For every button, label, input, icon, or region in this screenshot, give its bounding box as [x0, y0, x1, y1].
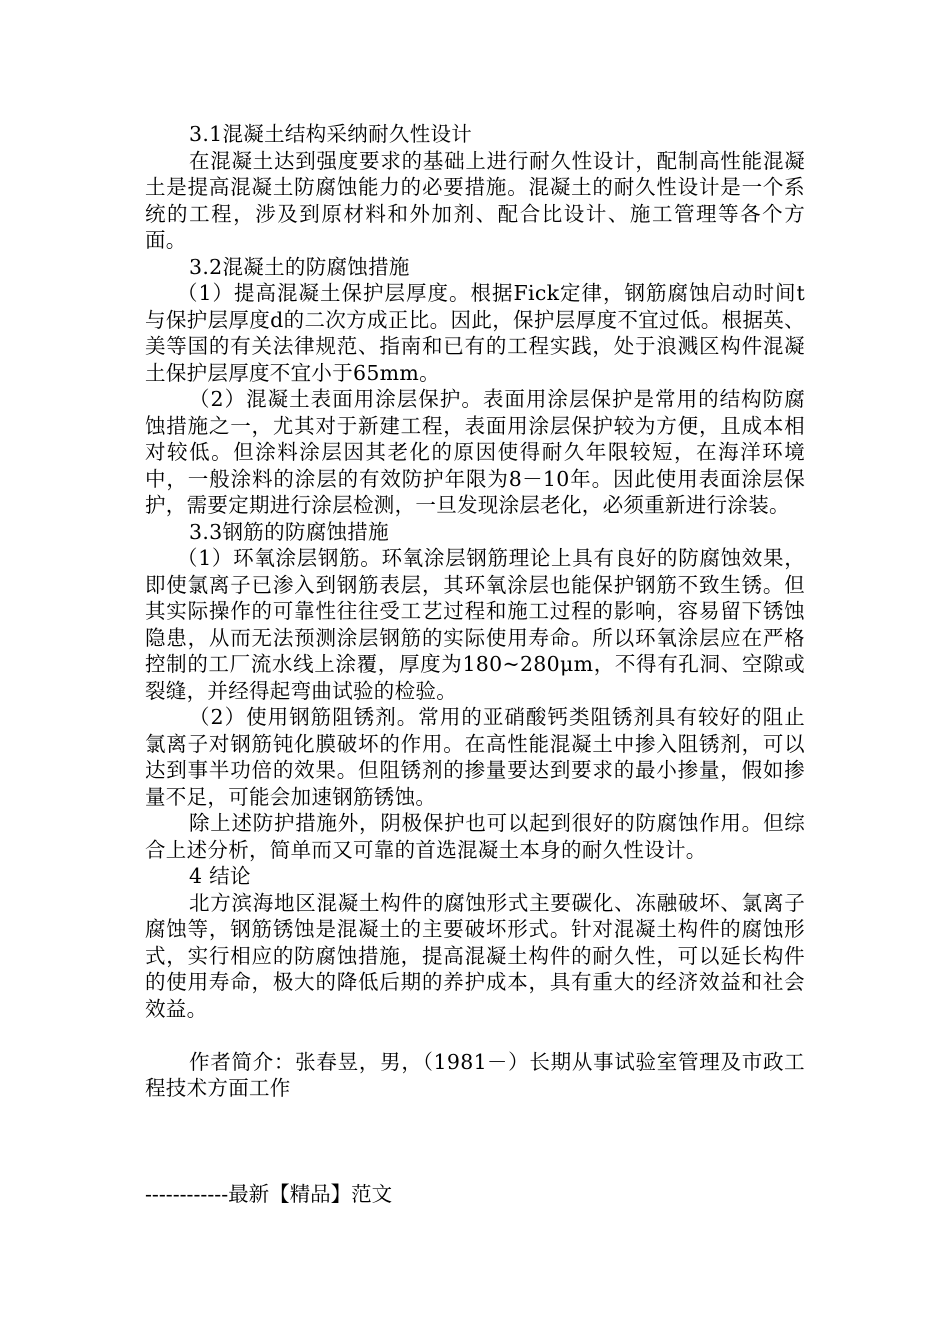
spacer — [145, 1102, 805, 1181]
section-3-3-paragraph-2: （2）使用钢筋阻锈剂。常用的亚硝酸钙类阻锈剂具有较好的阻止氯离子对钢筋钝化膜破坏的作用。在高性能混凝土中掺入阻锈剂，可以达到事半功倍的效果。但阻锈剂的掺量要达到要求的最小掺量，假如掺量不足，可能会加速钢筋锈蚀。 — [145, 705, 805, 809]
section-3-2-paragraph-1: （1）提高混凝土保护层厚度。根据Fick定律，钢筋腐蚀启动时间t与保护层厚度d的二次方成正比。因此，保护层厚度不宜过低。根据英、美等国的有关法律规范、指南和已有的工程实践，处于浪溅区构件混凝土保护层厚度不宜小于65mm。 — [145, 281, 805, 385]
section-3-1-heading: 3.1混凝土结构采纳耐久性设计 — [189, 122, 473, 146]
section-3-2-heading: 3.2混凝土的防腐蚀措施 — [189, 254, 410, 279]
document-body — [145, 121, 805, 1207]
footer-text: ------------最新【精品】范文 — [145, 1181, 393, 1206]
section-3-1-paragraph: 在混凝土达到强度要求的基础上进行耐久性设计，配制高性能混凝土是提高混凝土防腐蚀能力的必要措施。混凝土的耐久性设计是一个系统的工程，涉及到原材料和外加剂、配合比设计、施工管理等各个方面。 — [145, 148, 805, 252]
spacer — [145, 1022, 805, 1049]
author-bio: 作者简介：张春昱，男，（1981－）长期从事试验室管理及市政工程技术方面工作 — [145, 1049, 805, 1100]
section-3-3-paragraph-3: 除上述防护措施外，阴极保护也可以起到很好的防腐蚀作用。但综合上述分析，简单而又可靠的首选混凝土本身的耐久性设计。 — [145, 811, 805, 862]
section-3-2-paragraph-2: （2）混凝土表面用涂层保护。表面用涂层保护是常用的结构防腐蚀措施之一，尤其对于新建工程，表面用涂层保护较为方便，且成本相对较低。但涂料涂层因其老化的原因使得耐久年限较短，在海洋环境中，一般涂料的涂层的有效防护年限为8－10年。因此使用表面涂层保护，需要定期进行涂层检测，一旦发现涂层老化，必须重新进行涂装。 — [145, 387, 805, 517]
section-4-heading: 4 结论 — [189, 864, 251, 888]
section-4-paragraph: 北方滨海地区混凝土构件的腐蚀形式主要碳化、冻融破坏、氯离子腐蚀等，钢筋锈蚀是混凝土的主要破坏形式。针对混凝土构件的腐蚀形式，实行相应的防腐蚀措施，提高混凝土构件的耐久性，可以延长构件的使用寿命，极大的降低后期的养护成本，具有重大的经济效益和社会效益。 — [145, 890, 805, 1021]
section-3-3-heading: 3.3钢筋的防腐蚀措施 — [189, 519, 389, 544]
section-3-3-paragraph-1: （1）环氧涂层钢筋。环氧涂层钢筋理论上具有良好的防腐蚀效果，即使氯离子已渗入到钢筋表层，其环氧涂层也能保护钢筋不致生锈。但其实际操作的可靠性往往受工艺过程和施工过程的影响，容易留下锈蚀隐患，从而无法预测涂层钢筋的实际使用寿命。所以环氧涂层应在严格控制的工厂流水线上涂覆，厚度为180~280μm，不得有孔洞、空隙或裂缝，并经得起弯曲试验的检验。 — [145, 546, 805, 703]
